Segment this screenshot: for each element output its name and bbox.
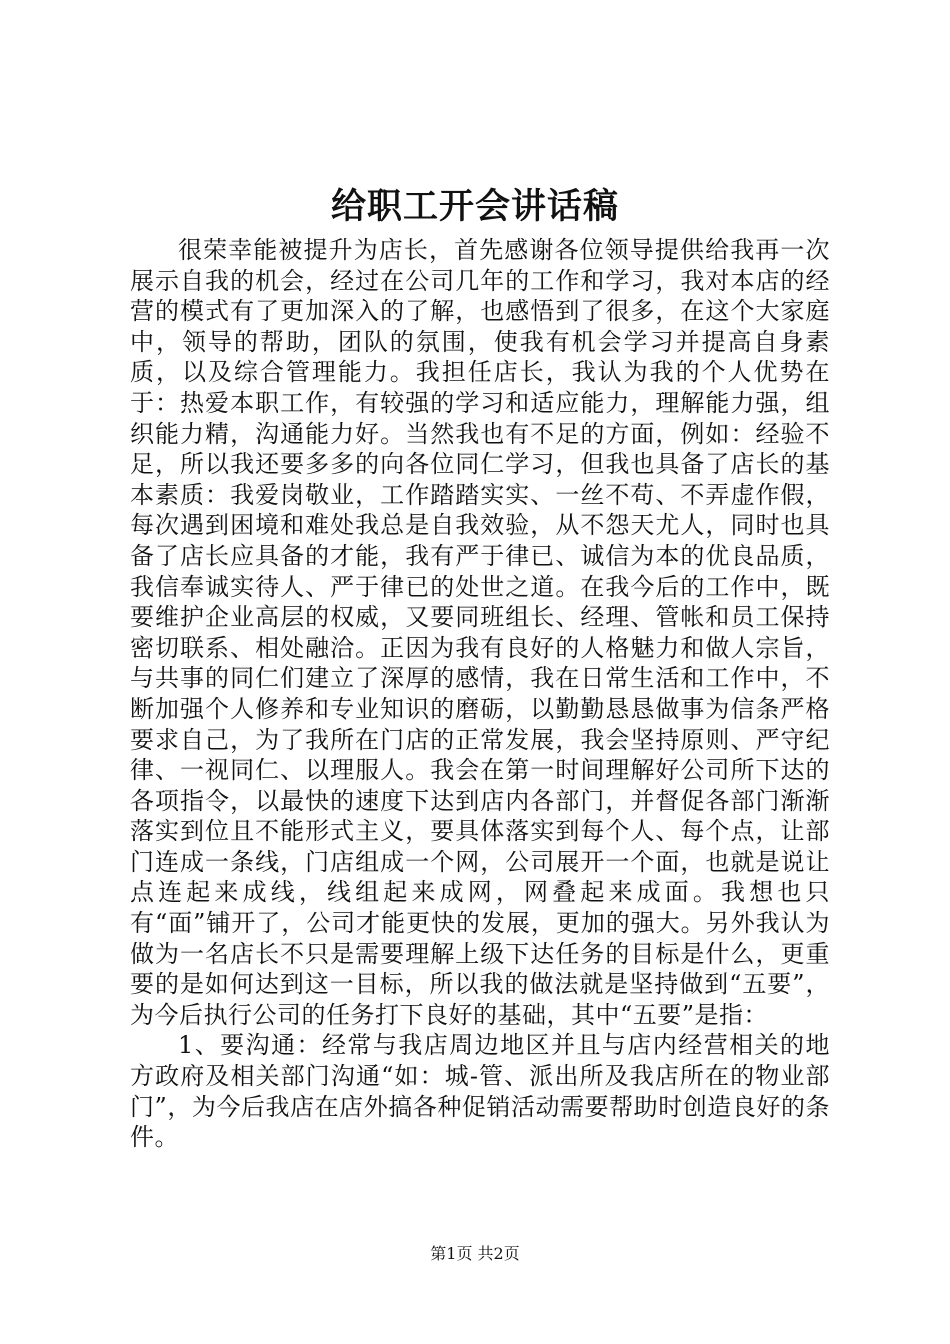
document-body xyxy=(130,235,830,1153)
page-footer: 第1页 共2页 xyxy=(430,1244,520,1263)
paragraph-intro: 很荣幸能被提升为店长，首先感谢各位领导提供给我再一次展示自我的机会，经过在公司几年的工作和学习，我对本店的经营的模式有了更加深入的了解，也感悟到了很多，在这个大家庭中，领导的帮助，团队的氛围，使我有机会学习并提高自身素质，以及综合管理能力。我担任店长，我认为我的个人优势在于：热爱本职工作，有较强的学习和适应能力，理解能力强，组织能力精，沟通能力好。当然我也有不足的方面，例如：经验不足，所以我还要多多的向各位同仁学习，但我也具备了店长的基本素质：我爱岗敬业，工作踏踏实实、一丝不苟、不弄虚作假，每次遇到困境和难处我总是自我效验，从不怨天尤人，同时也具备了店长应具备的才能，我有严于律已、诚信为本的优良品质，我信奉诚实待人、严于律已的处世之道。在我今后的工作中，既要维护企业高层的权威，又要同班组长、经理、管帐和员工保持密切联系、相处融洽。正因为我有良好的人格魅力和做人宗旨，与共事的同仁们建立了深厚的感情，我在日常生活和工作中，不断加强个人修养和专业知识的磨砺，以勤勤恳恳做事为信条严格要求自己，为了我所在门店的正常发展，我会坚持原则、严守纪律、一视同仁、以理服人。我会在第一时间理解好公司所下达的各项指令，以最快的速度下达到店内各部门，并督促各部门渐渐落实到位且不能形式主义，要具体落实到每个人、每个点，让部门连成一条线，门店组成一个网，公司展开一个面，也就是说让点连起来成线，线组起来成网，网叠起来成面。我想也只有“面”铺开了，公司才能更快的发展，更加的强大。另外我认为做为一名店长不只是需要理解上级下达任务的目标是什么，更重要的是如何达到这一目标，所以我的做法就是坚持做到“五要”，为今后执行公司的任务打下良好的基础，其中“五要”是指： xyxy=(130,236,830,1029)
document-title: 给职工开会讲话稿 xyxy=(330,186,619,227)
paragraph-item-1: 1、要沟通：经常与我店周边地区并且与店内经营相关的地方政府及相关部门沟通“如：城-管、派出所及我店所在的物业部门”，为今后我店在店外搞各种促销活动需要帮助时创造良好的条件。 xyxy=(130,1031,830,1152)
